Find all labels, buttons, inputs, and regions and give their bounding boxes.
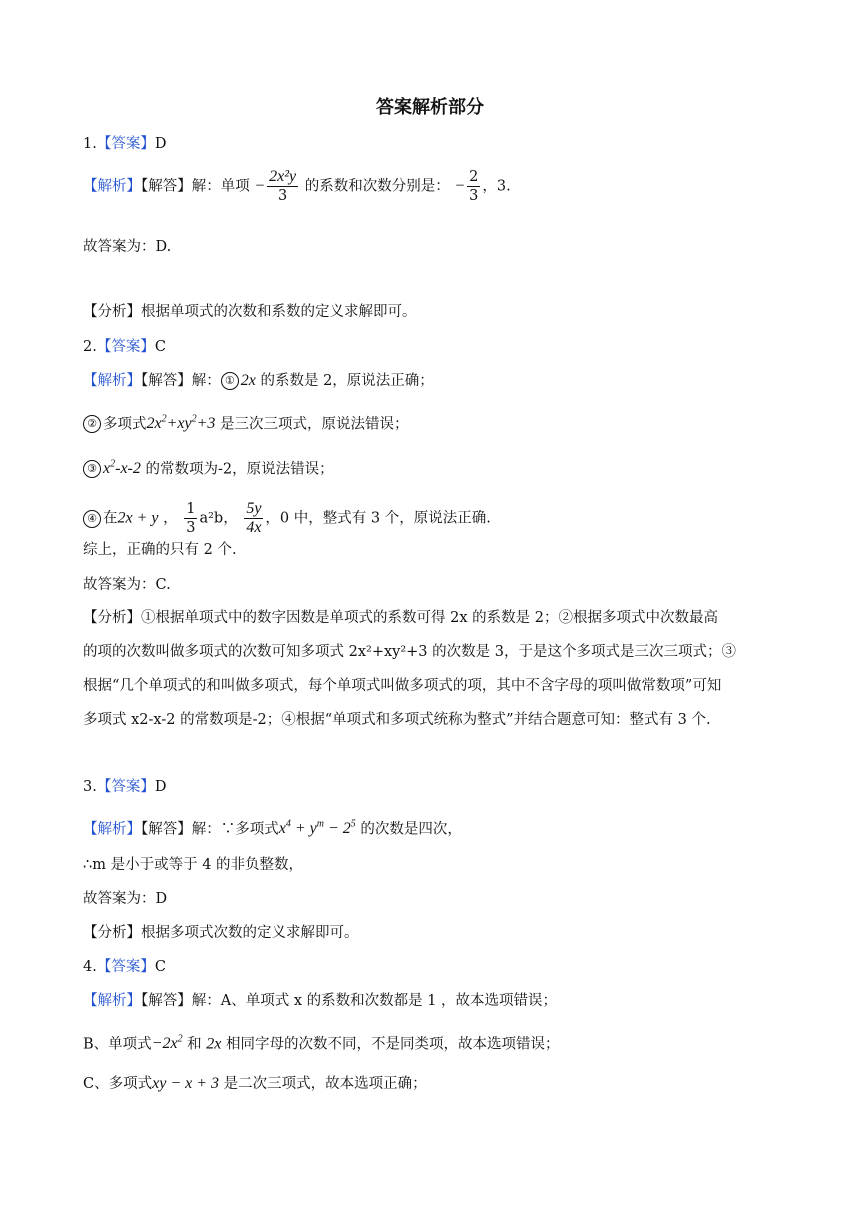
q3-analysis: 【分析】根据多项式次数的定义求解即可。 (83, 925, 359, 941)
q4-option-b-and: 和 (187, 1036, 202, 1053)
q1-analysis: 【分析】根据单项式的次数和系数的定义求解即可。 (83, 304, 417, 320)
q2-analysis-line1: 【分析】①根据单项式中的数字因数是单项式的系数可得 2x 的系数是 2；②根据多项式中次数最高 (83, 610, 718, 626)
q2-item2-text: 是三次三项式，原说法错误； (220, 416, 409, 433)
q3-conclusion: 故答案为：D (83, 891, 168, 907)
q1-term-fraction (267, 168, 298, 205)
q2-item1-text: 的系数是 2，原说法正确； (260, 373, 434, 389)
q3-answer-line (83, 777, 166, 797)
q2-analysis-line2: 的项的次数叫做多项式的次数可知多项式 2x²+xy²+3 的次数是 3，于是这个多项式是三次三项式；③ (83, 644, 736, 660)
q2-item4-text-b: a²b， (199, 510, 238, 527)
q4-answer-line (83, 957, 166, 977)
q1-answer: D (154, 136, 167, 152)
circled-two-icon: ② (83, 415, 101, 433)
q2-jiexi-tag: 【解析】 (83, 373, 141, 389)
q2-item4: ④ 在2x + y ， $\frac{1}{3}$ a²b， $\frac{5y}{4x}$ ，0 中，整式有 3 个，原说法正确. (83, 500, 491, 537)
circled-three-icon: ③ (83, 460, 101, 478)
math-neg-2x2: $-2x^2$ (151, 1034, 183, 1053)
page-title: 答案解析部分 (376, 97, 484, 118)
q1-answer-line (83, 134, 166, 154)
q2-summary: 综上，正确的只有 2 个. (83, 542, 237, 558)
q2-item4-text-c: ，0 中，整式有 3 个，原说法正确. (265, 510, 491, 527)
q2-item2 (83, 410, 409, 434)
q4-option-b-text: 相同字母的次数不同，不是同类项，故本选项错误； (226, 1036, 560, 1053)
q2-answer-tag: 【答案】 (96, 339, 155, 355)
q4-option-c-text: 是二次三项式，故本选项正确； (223, 1076, 427, 1092)
q1-jieda-tag: 【解答】 (141, 178, 192, 195)
q4-option-c-prefix: C、多项式 (83, 1076, 153, 1092)
q4-answer: C (154, 959, 166, 975)
q2-item3 (83, 455, 334, 479)
math-2x: 2x (206, 1035, 222, 1053)
circled-four-icon: ④ (83, 510, 101, 528)
q2-item4-prefix: 在 (103, 510, 118, 527)
q2-item2-prefix: 多项式 (103, 416, 147, 433)
circled-one-icon: ① (221, 372, 239, 390)
q2-item1 (83, 371, 434, 391)
fraction-5y-4x (244, 500, 263, 537)
q2-answer-line (83, 337, 166, 357)
q3-answer-tag: 【答案】 (96, 779, 155, 795)
q1-text-a: 解：单项 (191, 178, 250, 195)
q3-jiexi-tag: 【解析】 (83, 821, 141, 838)
q1-solution-line (83, 168, 511, 205)
q2-jieda-tag: 【解答】 (141, 373, 192, 389)
q4-number: 4. (83, 959, 97, 975)
q1-coef-numerator: 2 (469, 169, 479, 185)
fraction-denominator: 3 (186, 520, 196, 536)
minus-sign: − (454, 177, 466, 195)
q2-item1-prefix: 解： (191, 373, 221, 389)
q1-number: 1. (83, 136, 97, 152)
q2-analysis-line3: 根据“几个单项式的和叫做多项式，每个单项式叫做多项式的项，其中不含字母的项叫做常数项”可知 (83, 678, 722, 694)
math-x2-x-2: $x^2-x-2$ (103, 459, 141, 478)
math-xy-x-3: xy − x + 3 (152, 1075, 220, 1092)
q3-text-a: 解：∵多项式 (191, 821, 279, 838)
q3-number: 3. (83, 779, 97, 795)
q2-answer: C (154, 339, 166, 355)
q3-answer: D (154, 779, 167, 795)
q2-number: 2. (83, 339, 97, 355)
q1-term-numerator: 2x²y (269, 168, 297, 185)
fraction-numerator: 5y (246, 500, 262, 517)
q1-term-denominator: 3 (278, 188, 288, 204)
math-2x: 2x (240, 372, 256, 389)
q2-conclusion: 故答案为：C. (83, 577, 171, 593)
fraction-one-third (184, 500, 197, 537)
math-q3-polynomial: $x^4 + y^m - 2^5$ (278, 819, 356, 838)
q1-coef-fraction (467, 168, 480, 205)
q1-answer-tag: 【答案】 (96, 136, 155, 152)
q4-option-b-prefix: B、单项式 (83, 1036, 152, 1053)
q2-item3-text: 的常数项为-2，原说法错误； (145, 461, 334, 478)
fraction-denominator: 4x (246, 519, 262, 536)
q4-jieda-tag: 【解答】 (141, 993, 192, 1009)
q4-option-a (83, 991, 557, 1011)
math-polynomial: $2x^2+xy^2+3$ (146, 414, 216, 433)
q2-analysis-line4: 多项式 x2-x-2 的常数项是-2；④根据“单项式和多项式统称为整式”并结合题意可知：整式有 3 个. (83, 712, 711, 728)
q1-text-b: 的系数和次数分别是： (304, 178, 450, 195)
q1-text-c: ，3. (482, 178, 511, 195)
q4-jiexi-tag: 【解析】 (83, 993, 141, 1009)
q4-option-a-text: 解：A、单项式 x 的系数和次数都是 1 ，故本选项错误； (191, 993, 558, 1009)
minus-sign: − (254, 177, 266, 195)
q1-conclusion: 故答案为：D. (83, 239, 172, 255)
q3-jieda-tag: 【解答】 (141, 821, 192, 838)
q4-option-c (83, 1074, 427, 1094)
q4-option-b (83, 1030, 560, 1054)
q1-jiexi-tag: 【解析】 (83, 178, 141, 195)
fraction-numerator: 1 (186, 501, 196, 517)
q3-solution-line (83, 815, 462, 839)
math-2x-plus-y: 2x + y (117, 509, 159, 527)
q4-answer-tag: 【答案】 (96, 959, 155, 975)
q3-text-b: 的次数是四次， (360, 821, 462, 838)
q1-coef-denominator: 3 (469, 188, 479, 204)
q3-reasoning: ∴m 是小于或等于 4 的非负整数， (83, 857, 304, 873)
